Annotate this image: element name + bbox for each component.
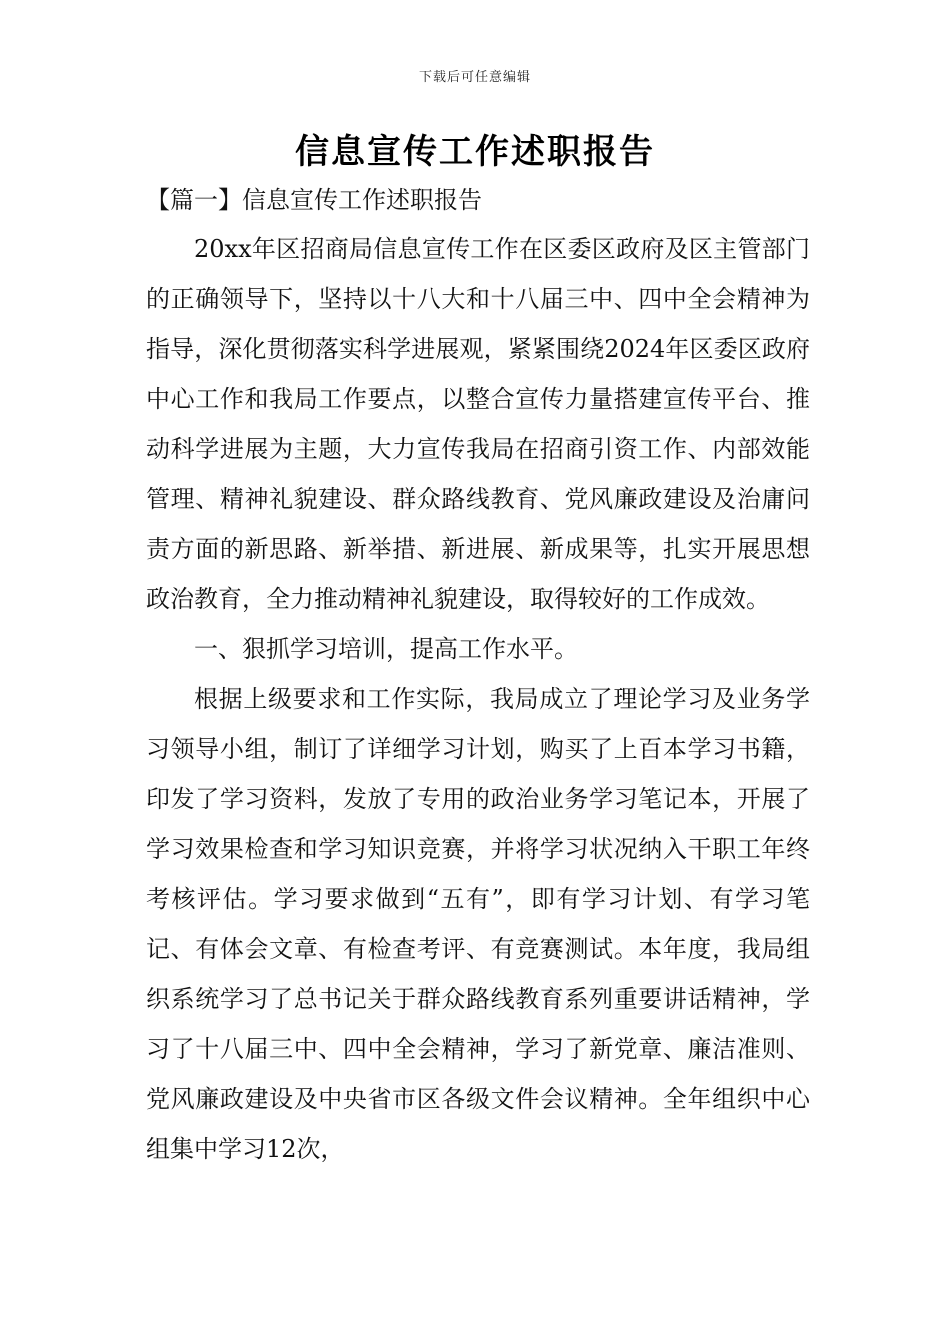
paragraph-intro: 20xx年区招商局信息宣传工作在区委区政府及区主管部门的正确领导下，坚持以十八大和十八届三中、四中全会精神为指导，深化贯彻落实科学进展观，紧紧围绕2024年区委区政府中心工作和我局工作要点，以整合宣传力量搭建宣传平台、推动科学进展为主题，大力宣传我局在招商引资工作、内部效能管理、精神礼貌建设、群众路线教育、党风廉政建设及治庸问责方面的新思路、新举措、新进展、新成果等，扎实开展思想政治教育，全力推动精神礼貌建设，取得较好的工作成效。: [146, 235, 810, 613]
paragraph-heading-1: 一、狠抓学习培训，提高工作水平。: [194, 635, 578, 663]
header-note: 下载后可任意编辑: [418, 70, 531, 85]
section-label: 【篇一】信息宣传工作述职报告: [146, 186, 482, 214]
paragraph-study: 根据上级要求和工作实际，我局成立了理论学习及业务学习领导小组，制订了详细学习计划，购买了上百本学习书籍，印发了学习资料，发放了专用的政治业务学习笔记本，开展了学习效果检查和学习知识竞赛，并将学习状况纳入干职工年终考核评估。学习要求做到“五有”，即有学习计划、有学习笔记、有体会文章、有检查考评、有竞赛测试。本年度，我局组织系统学习了总书记关于群众路线教育系列重要讲话精神，学习了十八届三中、四中全会精神，学习了新党章、廉洁准则、党风廉政建设及中央省市区各级文件会议精神。全年组织中心组集中学习12次，: [146, 685, 810, 1163]
body-text: [146, 224, 810, 1174]
document-title: 信息宣传工作述职报告: [295, 132, 655, 172]
